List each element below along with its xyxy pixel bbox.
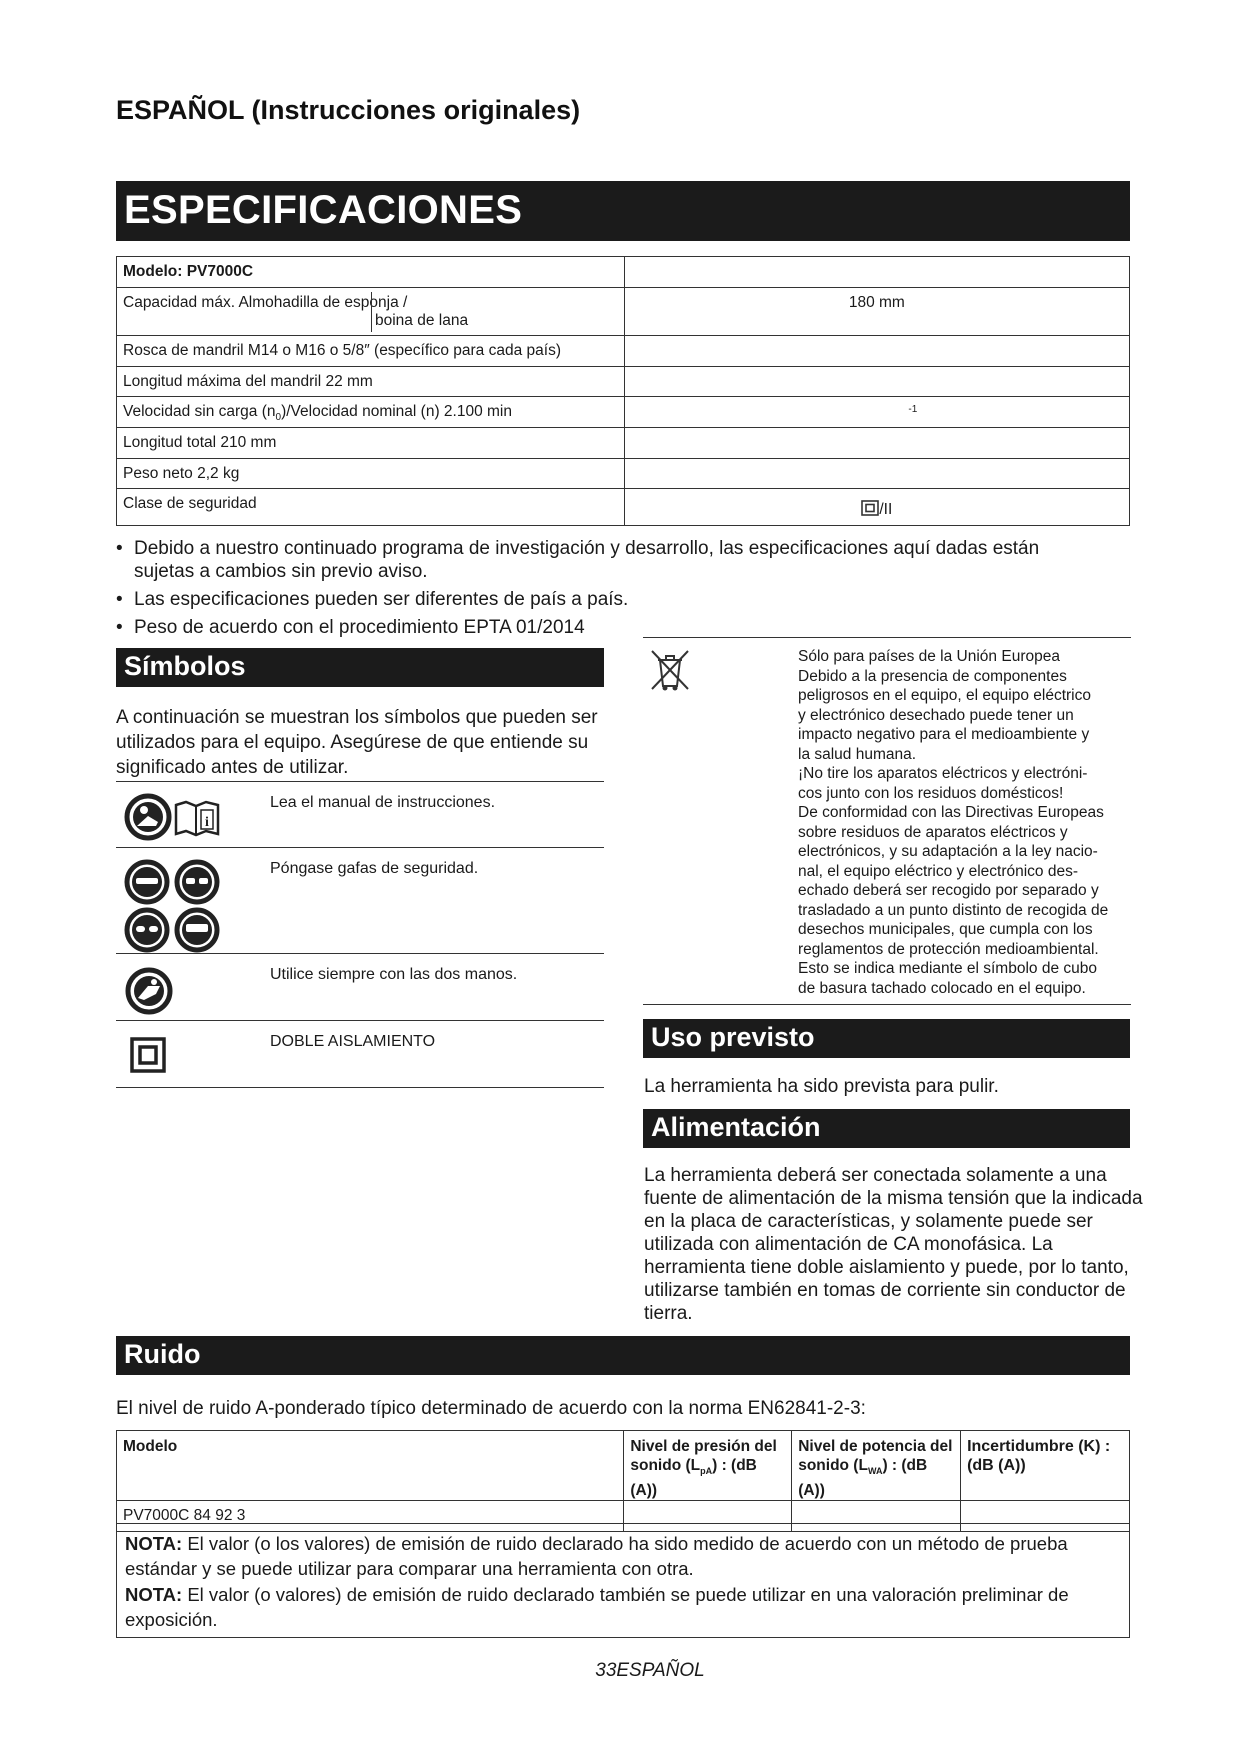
noise-col-pressure: Nivel de presión del sonido $(L_{pA})$ : (dB (A)) bbox=[624, 1431, 792, 1501]
specifications-table bbox=[116, 256, 1130, 526]
spec-row-label: Rosca de mandril M14 o M16 o 5/8″ (específico para cada país) bbox=[117, 336, 625, 367]
spec-row-value bbox=[624, 367, 1129, 397]
noise-note: NOTA: El valor (o valores) de emisión de ruido declarado también se puede utilizar en una valoración preliminar de exposición. bbox=[125, 1584, 1069, 1630]
noise-notes-box bbox=[116, 1523, 1130, 1638]
power-supply-heading: Alimentación bbox=[643, 1109, 1130, 1148]
intended-use-text: La herramienta ha sido prevista para pulir. bbox=[644, 1076, 999, 1097]
spec-note: • Debido a nuestro continuado programa de investigación y desarrollo, las especificaciones aquí dadas están sujetas a cambios sin previo aviso. bbox=[116, 537, 1126, 583]
symbol-text: Póngase gafas de seguridad. bbox=[270, 860, 479, 877]
spec-speed-label: Velocidad sin carga $(n_0)$/Velocidad nominal (n) 2.100 min bbox=[117, 397, 625, 428]
spec-capacity-value: 180 mm bbox=[624, 288, 1129, 336]
spec-safety-class-label: Clase de seguridad bbox=[117, 489, 625, 526]
symbol-text: Lea el manual de instrucciones. bbox=[270, 794, 496, 811]
crossed-bin-icon bbox=[649, 648, 691, 697]
symbol-text: DOBLE AISLAMIENTO bbox=[270, 1033, 436, 1050]
double-insulation-icon bbox=[861, 500, 879, 516]
symbol-row bbox=[116, 1020, 604, 1088]
double-insulation-icon bbox=[130, 1037, 166, 1078]
spec-row-value bbox=[624, 459, 1129, 489]
spec-row-value bbox=[624, 428, 1129, 459]
weee-text: Sólo para países de la Unión Europea Debido a la presencia de componentes peligrosos en el equipo, el equipo eléctrico y electrónico desechado puede tener un impacto negativo para el medioambiente y la salud humana. ¡No tire los aparatos eléctricos y electróni- cos junto con los residuos domésticos! De conformidad con las Directivas Europeas sobre residuos de aparatos eléctricos y electrónicos, y su adaptación a la ley nacio- nal, el equipo eléctrico y electrónico des- echado deberá ser recogido por separado y trasladado a un punto distinto de recogida de desechos municipales, que cumpla con los reglamentos de protección medioambiental. Esto se indica mediante el símbolo de cubo de basura tachado colocado en el equipo. bbox=[798, 648, 1109, 997]
spec-model-label: Modelo: PV7000C bbox=[117, 257, 625, 288]
symbol-row bbox=[116, 847, 604, 954]
symbols-heading: Símbolos bbox=[116, 648, 604, 687]
page-language-title: ESPAÑOL (Instrucciones originales) bbox=[116, 95, 581, 125]
symbol-text: Utilice siempre con las dos manos. bbox=[270, 966, 518, 983]
noise-intro: El nivel de ruido A-ponderado típico determinado de acuerdo con la norma EN62841-2-3: bbox=[116, 1398, 866, 1419]
two-hands-icon bbox=[124, 964, 176, 1021]
spec-row-value bbox=[624, 336, 1129, 367]
svg-text:i: i bbox=[205, 815, 209, 830]
spec-safety-class-value: /II bbox=[624, 489, 1129, 526]
spec-row-label: Peso neto 2,2 kg bbox=[117, 459, 625, 489]
specifications-heading: ESPECIFICACIONES bbox=[116, 181, 1130, 241]
spec-capacity-label-cont: boina de lana bbox=[375, 312, 469, 329]
safety-glasses-icon bbox=[124, 858, 224, 959]
spec-row-label bbox=[117, 288, 625, 336]
read-manual-icon bbox=[124, 792, 228, 847]
specification-notes bbox=[116, 537, 1126, 644]
spec-capacity-label: Capacidad máx. Almohadilla de esponja / bbox=[123, 294, 408, 311]
noise-note: NOTA: El valor (o los valores) de emisión de ruido declarado ha sido medido de acuerdo con un método de prueba estándar y se puede utilizar para comparar una herramienta con otra. bbox=[125, 1533, 1068, 1579]
power-supply-text: La herramienta deberá ser conectada solamente a una fuente de alimentación de la misma tensión que la indicada en la placa de características, y solamente puede ser utilizada con alimentación de CA monofásica. La herramienta tiene doble aislamiento y puede, por lo tanto, utilizarse también en tomas de corriente sin conductor de tierra. bbox=[644, 1165, 1143, 1324]
page-number: 33ESPAÑOL bbox=[595, 1660, 705, 1681]
intended-use-heading: Uso previsto bbox=[643, 1019, 1130, 1058]
symbol-row bbox=[116, 781, 604, 848]
spec-note: • Las especificaciones pueden ser diferentes de país a país. bbox=[116, 588, 1126, 611]
spec-row-label: Longitud máxima del mandril 22 mm bbox=[117, 367, 625, 397]
symbols-intro: A continuación se muestran los símbolos que pueden ser utilizados para el equipo. Asegúrese de que entiende su significado antes de utilizar. bbox=[116, 707, 598, 778]
noise-col-uncertainty: Incertidumbre (K) : (dB (A)) bbox=[961, 1431, 1130, 1501]
noise-table bbox=[116, 1430, 1130, 1532]
spec-model-value bbox=[624, 257, 1129, 288]
noise-col-model: Modelo bbox=[117, 1431, 624, 1501]
weee-notice bbox=[643, 637, 1131, 1005]
symbol-row bbox=[116, 953, 604, 1021]
spec-row-label: Longitud total 210 mm bbox=[117, 428, 625, 459]
symbols-table-end bbox=[116, 1087, 604, 1088]
spec-note: • Peso de acuerdo con el procedimiento EPTA 01/2014 bbox=[116, 616, 1126, 639]
spec-speed-unit: -1 bbox=[624, 397, 1129, 428]
noise-heading: Ruido bbox=[116, 1336, 1130, 1375]
noise-row-values: PV7000C 84 92 3 bbox=[117, 1501, 624, 1532]
noise-col-power: Nivel de potencia del sonido $(L_{WA})$ : (dB (A)) bbox=[792, 1431, 961, 1501]
